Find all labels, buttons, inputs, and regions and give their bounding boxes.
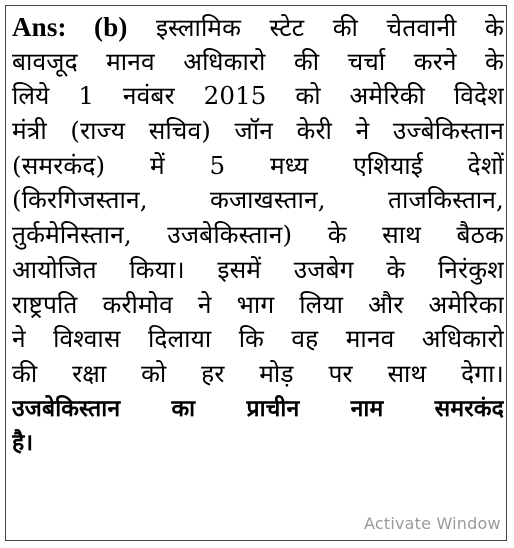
activate-windows-watermark: Activate Window [364, 514, 501, 533]
answer-label: Ans: (b) [12, 12, 128, 42]
answer-line-4: मंत्री (राज्य सचिव) जॉन केरी ने उज्बेकिस्तान [12, 116, 504, 146]
answer-line-5: (समरकंद) में 5 मध्य एशियाई देशों [12, 150, 504, 180]
answer-line-2: बावजूद मानव अधिकारो की चर्चा करने के [12, 46, 504, 76]
answer-text-block [12, 10, 504, 461]
answer-line-1-text: इस्लामिक स्टेट की चेतवानी के [156, 13, 504, 42]
answer-line-9: राष्ट्रपति करीमोव ने भाग लिया और अमेरिका [12, 289, 504, 319]
answer-line-11: की रक्षा को हर मोड़ पर साथ देगा। [12, 358, 504, 388]
answer-bold-line-2: है। [12, 430, 34, 457]
answer-line-10: ने विश्वास दिलाया कि वह मानव अधिकारो [12, 324, 504, 354]
answer-line-1 [12, 10, 504, 45]
answer-line-7: तुर्कमेनिस्तान, उजबेकिस्तान) के साथ बैठक [12, 220, 504, 250]
answer-line-6: (किरगिजस्तान, कजाखस्तान, ताजकिस्तान, [12, 185, 504, 215]
answer-bold-line-1: उजबेकिस्तान का प्राचीन नाम समरकंद [12, 395, 504, 422]
answer-line-8: आयोजित किया। इसमें उजबेग के निरंकुश [12, 254, 504, 284]
answer-line-3: लिये 1 नवंबर 2015 को अमेरिकी विदेश [12, 81, 504, 111]
